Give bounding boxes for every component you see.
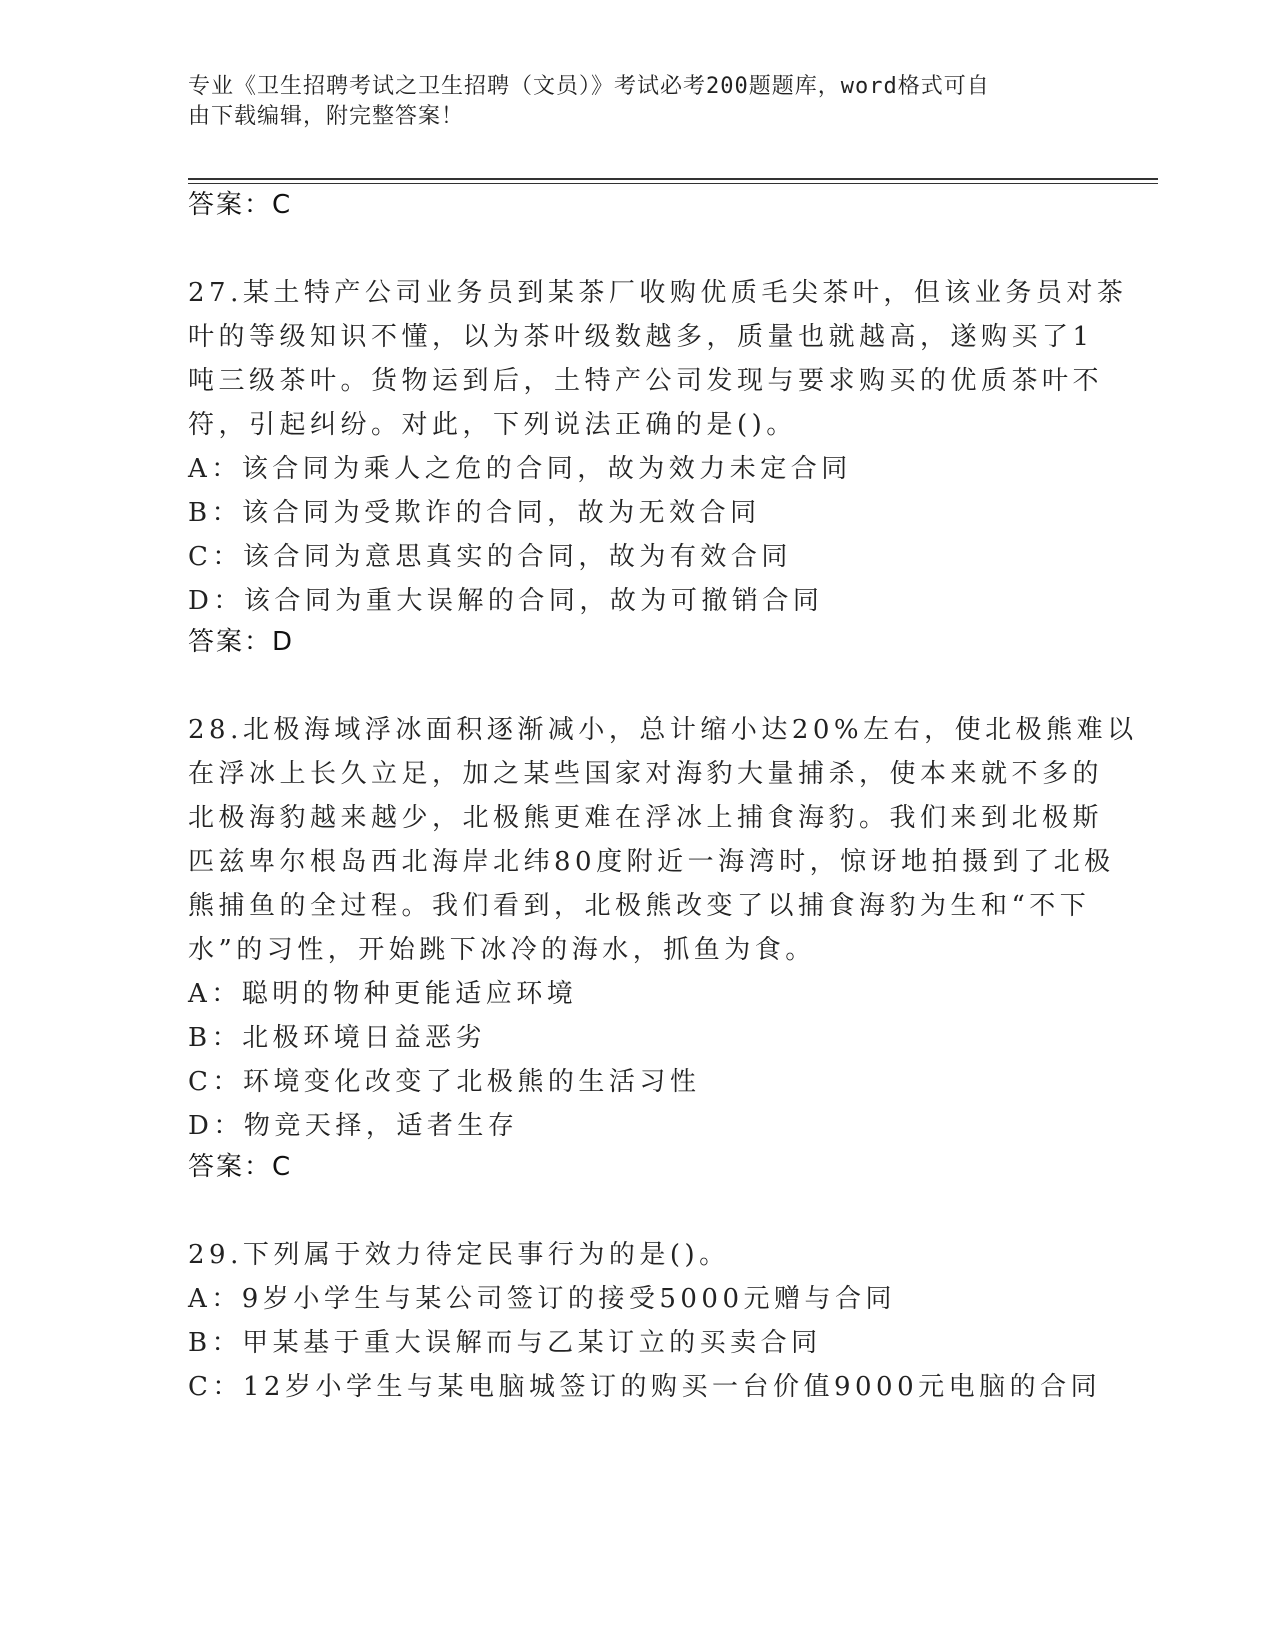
q28-text-line: 28.北极海域浮冰面积逐渐减小，总计缩小达20%左右，使北极熊难以	[188, 715, 1138, 745]
q27-text-line: 吨三级茶叶。货物运到后，土特产公司发现与要求购买的优质茶叶不	[188, 366, 1104, 396]
document-header	[188, 72, 1068, 132]
q28-option-b: B：北极环境日益恶劣	[188, 1023, 487, 1053]
q28-option-a: A：聪明的物种更能适应环境	[188, 979, 578, 1009]
q27-text-line: 27.某土特产公司业务员到某茶厂收购优质毛尖茶叶，但该业务员对茶	[188, 278, 1128, 308]
q27-option-d: D：该合同为重大误解的合同，故为可撤销合同	[188, 586, 824, 616]
answer-prev: 答案：C	[188, 190, 293, 220]
q28-text-line: 北极海豹越来越少，北极熊更难在浮冰上捕食海豹。我们来到北极斯	[188, 803, 1104, 833]
q27-option-b: B：该合同为受欺诈的合同，故为无效合同	[188, 498, 761, 528]
q27-option-a: A：该合同为乘人之危的合同，故为效力未定合同	[188, 454, 852, 484]
q27-answer: 答案：D	[188, 627, 295, 657]
q28-option-d: D：物竞天择，适者生存	[188, 1111, 519, 1141]
q28-text-line: 在浮冰上长久立足，加之某些国家对海豹大量捕杀，使本来就不多的	[188, 759, 1104, 789]
q29-option-a: A：9岁小学生与某公司签订的接受5000元赠与合同	[188, 1284, 896, 1314]
q27-text-line: 叶的等级知识不懂，以为茶叶级数越多，质量也就越高，遂购买了1	[188, 322, 1094, 352]
q28-option-c: C：环境变化改变了北极熊的生活习性	[188, 1067, 701, 1097]
q29-option-c: C：12岁小学生与某电脑城签订的购买一台价值9000元电脑的合同	[188, 1372, 1102, 1402]
q28-text-line: 水”的习性，开始跳下冰冷的海水，抓鱼为食。	[188, 935, 816, 965]
header-line-1: 专业《卫生招聘考试之卫生招聘（文员）》考试必考200题题库，word格式可自	[188, 74, 990, 99]
q29-option-b: B：甲某基于重大误解而与乙某订立的买卖合同	[188, 1328, 822, 1358]
header-rule-thin	[188, 183, 1158, 184]
q29-text-line: 29.下列属于效力待定民事行为的是()。	[188, 1240, 730, 1270]
q27-text-line: 符，引起纠纷。对此，下列说法正确的是()。	[188, 410, 797, 440]
header-rule-thick	[188, 178, 1158, 180]
q28-text-line: 匹兹卑尔根岛西北海岸北纬80度附近一海湾时，惊讶地拍摄到了北极	[188, 847, 1115, 877]
q28-answer: 答案：C	[188, 1152, 293, 1182]
q28-text-line: 熊捕鱼的全过程。我们看到，北极熊改变了以捕食海豹为生和“不下	[188, 891, 1091, 921]
q27-option-c: C：该合同为意思真实的合同，故为有效合同	[188, 542, 792, 572]
header-line-2: 由下载编辑，附完整答案！	[188, 104, 465, 129]
